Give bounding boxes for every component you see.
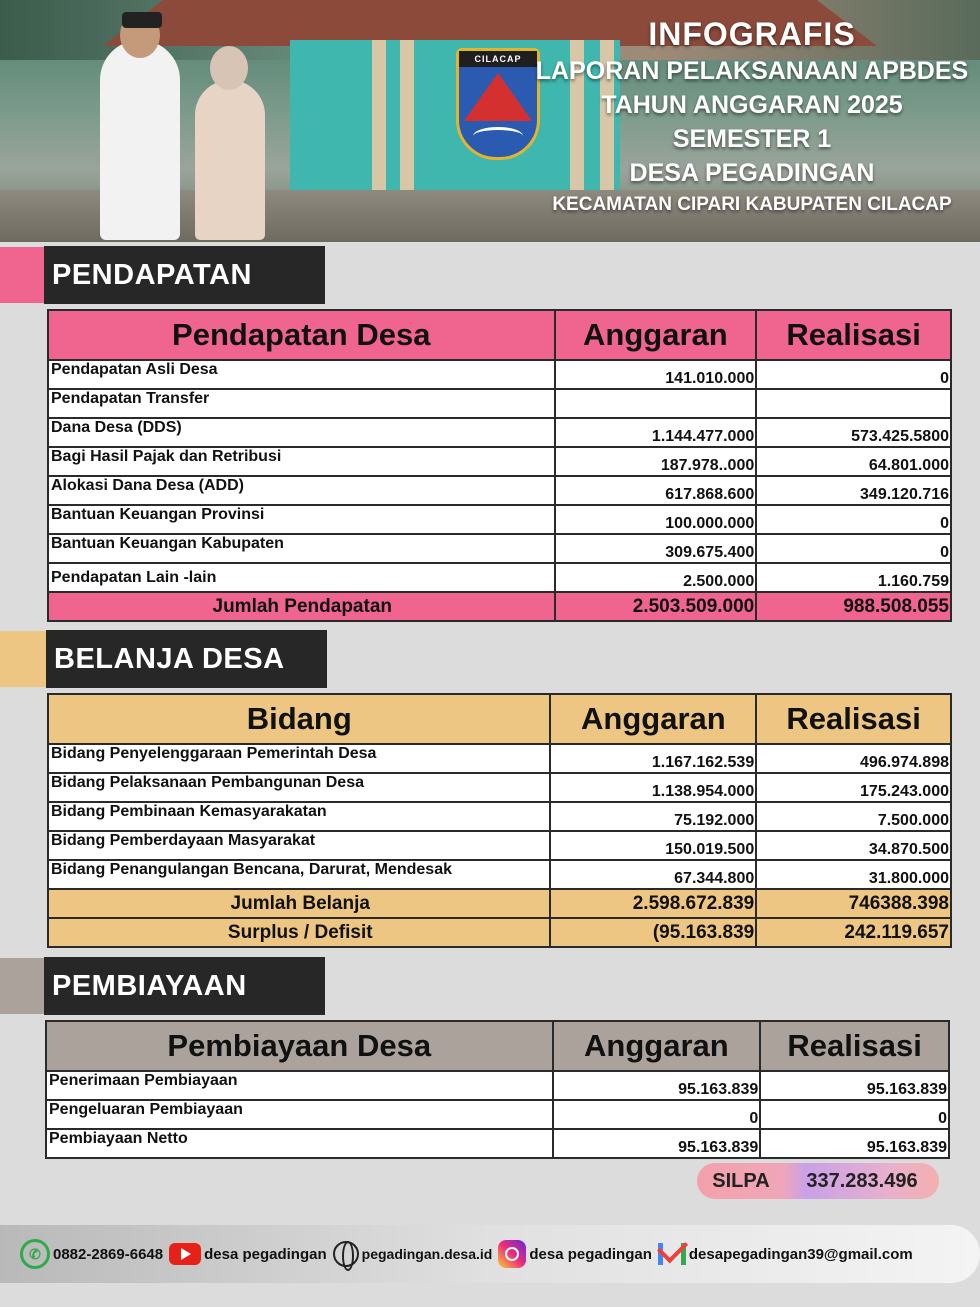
logo-emblem-icon [464,73,532,121]
row-anggaran: 309.675.400 [555,534,757,563]
row-label: Pendapatan Asli Desa [48,360,555,389]
official-photo-man [100,40,180,240]
row-label: Pendapatan Lain -lain [48,563,555,592]
pembiayaan-accent-bar [0,958,50,1014]
row-realisasi: 496.974.898 [756,744,951,773]
phone-text: 0882-2869-6648 [53,1245,164,1263]
row-realisasi: 1.160.759 [756,563,951,592]
belanja-total-row [48,889,951,918]
pendapatan-table [47,309,952,622]
table-row [48,505,951,534]
row-realisasi: 0 [756,534,951,563]
pendapatan-header-anggaran: Anggaran [555,310,757,360]
row-anggaran: 95.163.839 [553,1071,761,1100]
row-realisasi: 34.870.500 [756,831,951,860]
row-anggaran: 95.163.839 [553,1129,761,1158]
total-realisasi: 746388.398 [756,889,951,918]
total-realisasi: 988.508.055 [756,592,951,621]
silpa-badge [697,1163,939,1199]
table-row [48,802,951,831]
row-label: Bidang Pelaksanaan Pembangunan Desa [48,773,550,802]
surplus-label: Surplus / Defisit [48,918,550,947]
row-realisasi: 0 [760,1100,949,1129]
row-label: Bagi Hasil Pajak dan Retribusi [48,447,555,476]
belanja-header-anggaran: Anggaran [550,694,756,744]
email-text: desapegadingan39@gmail.com [688,1245,913,1263]
surplus-defisit-row [48,918,951,947]
row-anggaran: 0 [553,1100,761,1129]
row-anggaran: 1.144.477.000 [555,418,757,447]
row-label: Bidang Pembinaan Kemasyarakatan [48,802,550,831]
row-anggaran: 1.138.954.000 [550,773,756,802]
row-realisasi: 0 [756,360,951,389]
table-row [48,476,951,505]
table-row [46,1071,949,1100]
row-label: Bidang Pemberdayaan Masyarakat [48,831,550,860]
row-anggaran: 617.868.600 [555,476,757,505]
whatsapp-icon: ✆ [20,1239,50,1269]
surplus-anggaran: (95.163.839 [550,918,756,947]
row-label: Penerimaan Pembiayaan [46,1071,553,1100]
row-anggaran: 1.167.162.539 [550,744,756,773]
header-banner [0,0,980,242]
row-anggaran: 75.192.000 [550,802,756,831]
belanja-header-bidang: Bidang [48,694,550,744]
title-line-4: SEMESTER 1 [672,125,832,153]
table-row [48,744,951,773]
title-line-2: LAPORAN PELAKSANAAN APBDES [535,57,969,85]
belanja-section-title: BELANJA DESA [46,630,327,688]
instagram-text: desa pegadingan [529,1245,652,1263]
header-title-block [532,14,972,220]
row-label: Pendapatan Transfer [48,389,555,418]
pendapatan-header-desa: Pendapatan Desa [48,310,555,360]
globe-icon [333,1241,359,1267]
pembiayaan-header-realisasi: Realisasi [760,1021,949,1071]
contact-footer [0,1225,980,1283]
website-text: pegadingan.desa.id [361,1246,493,1262]
row-label: Pengeluaran Pembiayaan [46,1100,553,1129]
contact-instagram[interactable] [498,1240,652,1268]
official-photo-woman [195,80,265,240]
table-row [48,418,951,447]
table-row [48,389,951,418]
row-realisasi: 175.243.000 [756,773,951,802]
pendapatan-header-realisasi: Realisasi [756,310,951,360]
row-anggaran: 187.978..000 [555,447,757,476]
total-label: Jumlah Pendapatan [48,592,555,621]
belanja-table [47,693,952,948]
row-anggaran: 141.010.000 [555,360,757,389]
pendapatan-accent-bar [0,247,50,303]
table-row [48,563,951,592]
row-realisasi: 95.163.839 [760,1129,949,1158]
official-photo-woman-head [210,46,248,90]
contact-youtube[interactable] [169,1243,327,1265]
row-realisasi: 31.800.000 [756,860,951,889]
table-row [48,447,951,476]
pembiayaan-header-anggaran: Anggaran [553,1021,761,1071]
youtube-icon [169,1243,201,1265]
table-row [48,860,951,889]
row-anggaran: 67.344.800 [550,860,756,889]
row-label: Bidang Penangulangan Bencana, Darurat, Mendesak [48,860,550,889]
contact-phone[interactable] [20,1239,163,1269]
row-label: Bidang Penyelenggaraan Pemerintah Desa [48,744,550,773]
title-line-5: DESA PEGADINGAN [629,159,875,187]
row-realisasi: 7.500.000 [756,802,951,831]
row-label: Bantuan Keuangan Kabupaten [48,534,555,563]
belanja-header-realisasi: Realisasi [756,694,951,744]
cilacap-logo [456,48,540,160]
row-anggaran: 2.500.000 [555,563,757,592]
total-label: Jumlah Belanja [48,889,550,918]
row-realisasi: 349.120.716 [756,476,951,505]
title-line-1: INFOGRAFIS [648,16,856,52]
title-line-3: TAHUN ANGGARAN 2025 [601,91,903,119]
silpa-label: SILPA [712,1169,770,1192]
row-anggaran: 150.019.500 [550,831,756,860]
row-label: Alokasi Dana Desa (ADD) [48,476,555,505]
row-label: Dana Desa (DDS) [48,418,555,447]
contact-email[interactable] [658,1243,913,1265]
table-row [48,360,951,389]
row-label: Pembiayaan Netto [46,1129,553,1158]
row-realisasi: 95.163.839 [760,1071,949,1100]
silpa-value: 337.283.496 [806,1169,918,1192]
table-row [46,1129,949,1158]
pembiayaan-section-title: PEMBIAYAAN [44,957,325,1015]
pendapatan-section-title: PENDAPATAN [44,246,325,304]
pembiayaan-table [45,1020,950,1159]
logo-wave-icon [473,127,523,145]
contact-website[interactable] [333,1241,493,1267]
pendapatan-total-row [48,592,951,621]
total-anggaran: 2.503.509.000 [555,592,757,621]
table-row [46,1100,949,1129]
row-anggaran: 100.000.000 [555,505,757,534]
table-row [48,831,951,860]
row-anggaran [555,389,757,418]
row-realisasi: 0 [756,505,951,534]
official-photo-man-cap [122,12,162,28]
total-anggaran: 2.598.672.839 [550,889,756,918]
row-label: Bantuan Keuangan Provinsi [48,505,555,534]
table-row [48,773,951,802]
logo-text: CILACAP [459,51,537,67]
row-realisasi [756,389,951,418]
row-realisasi: 573.425.5800 [756,418,951,447]
pembiayaan-header-desa: Pembiayaan Desa [46,1021,553,1071]
table-row [48,534,951,563]
surplus-realisasi: 242.119.657 [756,918,951,947]
header-pillar [372,40,386,210]
header-pillar [400,40,414,210]
instagram-icon [498,1240,526,1268]
row-realisasi: 64.801.000 [756,447,951,476]
belanja-accent-bar [0,631,50,687]
title-line-6: KECAMATAN CIPARI KABUPATEN CILACAP [552,194,952,215]
gmail-icon [658,1243,686,1265]
youtube-text: desa pegadingan [204,1245,327,1263]
